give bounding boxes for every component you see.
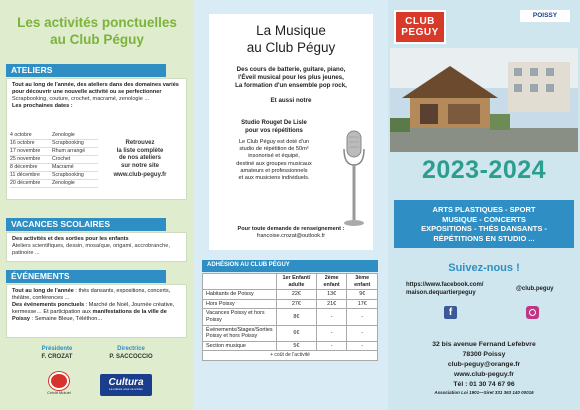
adhesion-table-body [203,290,378,351]
instagram-handle[interactable]: @club.peguy [516,286,554,292]
row-label: Section musique [203,341,277,351]
ateliers-lead: Tout au long de l'année, des ateliers dans des domaines variés pour découvrir une nouvelle activité ou se perfectionner [12,82,179,95]
director-signature [96,346,166,361]
schedule-date: 8 décembre [10,164,38,170]
price-cell: 13€ [316,290,347,300]
contact-email[interactable]: francoise.crozat@outlook.fr [256,233,326,240]
schedule-list [10,132,98,188]
studio-text-line: amateurs et professionnels [240,167,308,174]
price-cell: 5€ [277,341,317,351]
table-row [203,299,378,309]
street-address: 32 bis avenue Fernand Lefebvre [432,341,536,348]
price-cell: 22€ [277,290,317,300]
schedule-activity: Scrapbooking [52,172,84,178]
intro-line: l'Éveil musical pour les plus jeunes, [238,73,344,81]
schedule-activity: Macramé [52,164,74,170]
adhesion-table [202,273,378,361]
evenements-box [6,284,187,338]
music-title [209,22,373,56]
phone-number: Tél : 01 30 74 67 96 [453,381,515,388]
vacances-body: Ateliers scientifiques, dessin, mosaïque, origami, accrobranche, patinoire ... [12,243,170,256]
table-header-row [203,274,378,290]
schedule-date: 4 octobre [10,132,32,138]
studio-title-line: pour vos répétitions [245,127,303,134]
association-info: Association Loi 1901—Siret 331 363 140 00016 [434,390,534,395]
ateliers-upcoming: Les prochaines dates : [12,103,73,109]
price-cell: - [316,325,347,341]
banner-line: MUSIQUE - CONCERTS [442,214,526,224]
address-block [388,340,580,396]
adhesion-heading: ADHÉSION AU CLUB PÉGUY [202,260,378,272]
row-label: Hors Poissy [203,299,277,309]
banner-line: ARTS PLASTIQUES - SPORT [432,205,536,214]
ateliers-heading: ATELIERS [6,64,166,77]
retrouvez-line: Retrouvez [125,140,155,146]
price-cell: 8€ [277,309,317,325]
studio-title-line: Studio Rouget De Lisle [241,120,307,126]
music-card [209,14,373,250]
evenements-l1-bold: Tout au long de l'année [12,288,74,294]
president-role: Présidente [41,346,73,352]
evenements-line-1 [12,288,181,302]
title-line-2: au Club Péguy [50,32,144,47]
evenements-heading: ÉVÉNEMENTS [6,270,166,283]
city: 78300 Poissy [462,351,506,358]
retrouvez-line: sur notre site [120,162,159,169]
banner-line: RÉPÉTITIONS EN STUDIO ... [433,233,535,243]
schedule-activity: Zenologie [52,132,75,138]
row-label: Vacances Poissy et hors Poissy [203,309,277,325]
president-name: F. CROZAT [41,353,73,360]
right-panel [388,0,580,410]
table-footer-row [203,351,378,361]
page-title [6,14,188,48]
club-logo-line-1: CLUB [405,16,435,27]
studio-text-line: et aux musiciens individuels. [238,175,310,182]
list-item [10,180,98,188]
table-row [203,325,378,341]
table-row [203,309,378,325]
vacances-box [6,232,187,262]
cultura-label: Cultura [108,377,144,388]
adhesion-footnote: + coût de l'activité [203,351,378,361]
price-cell: 21€ [316,299,347,309]
schedule-date: 16 octobre [10,140,35,146]
facebook-url-line-2: maison.dequartierpeguy [406,289,476,296]
studio-block [219,120,329,182]
evenements-l2-end: : Semaine Bleue, Téléthon... [30,316,103,322]
facebook-icon[interactable]: f [444,306,457,319]
schedule-date: 11 décembre [10,172,40,178]
schedule-activity: Zenologie [52,180,75,186]
intro-line: Des cours de batterie, guitare, piano, [236,66,346,73]
schedule-activity: Scrapbooking [52,140,84,146]
music-also: Et aussi notre [270,97,312,105]
table-row [203,341,378,351]
evenements-l2-rest: : Marché de Noël, Journée créative, kermesse… Et participation aux [12,302,175,315]
price-cell: - [347,341,378,351]
studio-text-line: Le Club Péguy est doté d'un [238,139,310,145]
music-title-line-2: au Club Péguy [246,40,336,55]
left-panel [0,0,194,410]
list-item [10,156,98,164]
intro-line: La formation d'un ensemble pop rock, [235,81,347,89]
retrouvez-line: la liste complète [116,147,164,154]
cultura-logo [100,374,152,396]
table-header-empty [203,274,277,290]
list-item [10,172,98,180]
middle-panel [194,0,388,410]
schedule-activity: Rhum arrangé [52,148,86,154]
president-signature [22,346,92,361]
facebook-link[interactable] [406,282,510,297]
list-item [10,148,98,156]
follow-us-title: Suivez-nous ! [448,262,520,274]
credit-mutuel-logo [40,372,78,402]
price-cell: - [316,341,347,351]
music-intro [209,66,373,89]
building-photo [390,48,578,152]
credit-mutuel-label: Crédit Mutuel [47,390,71,395]
ateliers-list: Scrapbooking, couture, crochet, macramé, zenologie ... [12,96,150,102]
evenements-l2-bold2: manifestations de la ville de Poissy [12,309,167,322]
title-line-1: Les activités ponctuelles [17,15,177,30]
list-item [10,164,98,172]
director-name: P. SACCOCCIO [109,353,153,360]
row-label: Événements/Stages/Sorties Poissy et hors Poissy [203,325,277,341]
evenements-l1-rest: : thés dansants, expositions, concerts, théâtre, conférences ... [12,288,171,301]
price-cell: - [347,325,378,341]
website-link[interactable]: www.club-peguy.fr [453,371,515,378]
schedule-date: 17 novembre [10,148,41,154]
table-header: 2ème enfant [316,274,347,290]
price-cell: - [347,309,378,325]
list-item [10,140,98,148]
price-cell: - [316,309,347,325]
table-header: 1er Enfant/ adulte [277,274,317,290]
activities-banner [394,200,574,248]
microphone-icon [339,129,369,229]
contact-line: Pour toute demande de renseignement : [237,226,345,232]
club-peguy-logo [394,10,446,44]
retrouvez-line: de nos ateliers [118,155,162,161]
table-header: 3ème enfant [347,274,378,290]
cultura-tagline: La culture vous va si bien [109,387,143,391]
studio-text-line: destiné aux groupes musicaux [236,160,312,167]
email-link[interactable]: club-peguy@orange.fr [447,361,521,368]
banner-line: EXPOSITIONS - THÉS DANSANTS - [421,224,547,233]
club-logo-line-2: PEGUY [401,27,439,38]
schedule-activity: Crochet [52,156,71,162]
evenements-line-2 [12,302,181,323]
credit-mutuel-icon [49,372,69,390]
schedule-date: 20 décembre [10,180,41,186]
schedule-date: 25 novembre [10,156,41,162]
site-link[interactable]: www.club-peguy.fr [113,172,167,178]
retrouvez-block [100,140,180,180]
instagram-icon[interactable] [526,306,539,319]
vacances-heading: VACANCES SCOLAIRES [6,218,166,231]
studio-text-line: insonorisé et équipé, [248,153,300,160]
director-role: Directrice [117,346,145,352]
price-cell: 9€ [347,290,378,300]
poissy-logo: POISSY [520,10,570,22]
facebook-url-line-1: https://www.facebook.com/ [406,282,484,288]
evenements-l2-bold: Des événements ponctuels [12,302,85,308]
vacances-lead: Des activités et des sorties pour les enfants [12,236,129,242]
price-cell: 27€ [277,299,317,309]
list-item [10,132,98,140]
year-title: 2023-2024 [421,156,547,184]
table-row [203,290,378,300]
price-cell: 17€ [347,299,378,309]
music-title-line-1: La Musique [256,23,326,38]
contact-block [213,226,369,240]
price-cell: 6€ [277,325,317,341]
row-label: Habitants de Poissy [203,290,277,300]
studio-text-line: studio de répétition de 50m² [239,146,309,153]
